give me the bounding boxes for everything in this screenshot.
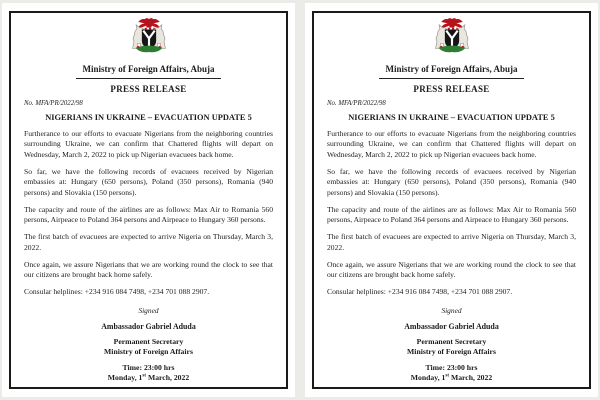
paragraph-3: The capacity and route of the airlines are as follows: Max Air to Romania 560 persons, Airpeace to Poland 364 persons and Airpeace to Hungary 360 persons.	[327, 204, 576, 225]
signatory-role: Permanent Secretary	[113, 336, 184, 346]
time-date-block	[24, 363, 273, 383]
consular-helplines: Consular helplines: +234 916 084 7498, +234 701 088 2907.	[327, 287, 513, 297]
ministry-title: Ministry of Foreign Affairs, Abuja	[385, 64, 518, 74]
signed-label: Signed	[441, 305, 462, 315]
signed-label: Signed	[138, 305, 159, 315]
date-label: Monday, 1st March, 2022	[410, 372, 493, 382]
emblem-area	[24, 17, 273, 62]
press-release-page-right	[305, 3, 598, 397]
paragraph-2: So far, we have the following records of evacuees received by Nigerian embassies at: Hungary (650 persons), Poland (350 persons), Romania (940 persons) and Slovakia (150 persons).	[327, 166, 576, 197]
signatory-title	[327, 337, 576, 357]
page-border	[312, 11, 591, 389]
page-border	[9, 11, 288, 389]
paragraph-4: The first batch of evacuees are expected to arrive Nigeria on Thursday, March 3, 2022.	[24, 232, 273, 252]
paragraph-5: Once again, we assure Nigerians that we are working round the clock to see that our citizens are brought back home safely.	[24, 259, 273, 280]
reference-number: No. MFA/PR/2022/98	[24, 100, 83, 107]
paragraph-1: Furtherance to our efforts to evacuate Nigerians from the neighboring countries surrounding Ukraine, we can confirm that Chattered flights will depart on Wednesday, March 2, 2022 to pick up Nigerian evacuees back home.	[327, 129, 576, 159]
press-release-heading: PRESS RELEASE	[110, 84, 187, 94]
header-divider	[76, 77, 220, 79]
time-label: Time: 23:00 hrs	[425, 362, 478, 372]
paragraph-1: Furtherance to our efforts to evacuate Nigerians from the neighboring countries surrounding Ukraine, we can confirm that Chattered flights will depart on Wednesday, March 2, 2022 to pick up Nigerian evacuees back home.	[24, 129, 273, 159]
ministry-title: Ministry of Foreign Affairs, Abuja	[82, 64, 215, 74]
signature-block	[24, 306, 273, 383]
date-label: Monday, 1st March, 2022	[107, 372, 190, 382]
paragraph-4: The first batch of evacuees are expected to arrive Nigeria on Thursday, March 3, 2022.	[327, 232, 576, 252]
time-date-block	[327, 363, 576, 383]
paragraph-2: So far, we have the following records of evacuees received by Nigerian embassies at: Hungary (650 persons), Poland (350 persons), Romania (940 persons) and Slovakia (150 persons).	[24, 166, 273, 197]
document-title: NIGERIANS IN UKRAINE – EVACUATION UPDATE 5	[45, 113, 252, 122]
consular-helplines: Consular helplines: +234 916 084 7498, +234 701 088 2907.	[24, 287, 210, 297]
press-release-heading: PRESS RELEASE	[413, 84, 490, 94]
emblem-area	[327, 17, 576, 62]
signatory-name: Ambassador Gabriel Aduda	[101, 321, 196, 331]
paragraph-3: The capacity and route of the airlines are as follows: Max Air to Romania 560 persons, Airpeace to Poland 364 persons and Airpeace to Hungary 360 persons.	[24, 204, 273, 225]
reference-number: No. MFA/PR/2022/98	[327, 100, 386, 107]
signature-block	[327, 306, 576, 383]
signatory-ministry: Ministry of Foreign Affairs	[104, 346, 193, 356]
header-divider	[379, 77, 523, 79]
time-label: Time: 23:00 hrs	[122, 362, 175, 372]
signatory-title	[24, 337, 273, 357]
signatory-role: Permanent Secretary	[416, 336, 487, 346]
coat-of-arms-icon	[429, 17, 475, 57]
signatory-name: Ambassador Gabriel Aduda	[404, 321, 499, 331]
press-release-page-left	[2, 3, 295, 397]
paragraph-5: Once again, we assure Nigerians that we are working round the clock to see that our citizens are brought back home safely.	[327, 259, 576, 280]
coat-of-arms-icon	[126, 17, 172, 57]
signatory-ministry: Ministry of Foreign Affairs	[407, 346, 496, 356]
document-title: NIGERIANS IN UKRAINE – EVACUATION UPDATE 5	[348, 113, 555, 122]
